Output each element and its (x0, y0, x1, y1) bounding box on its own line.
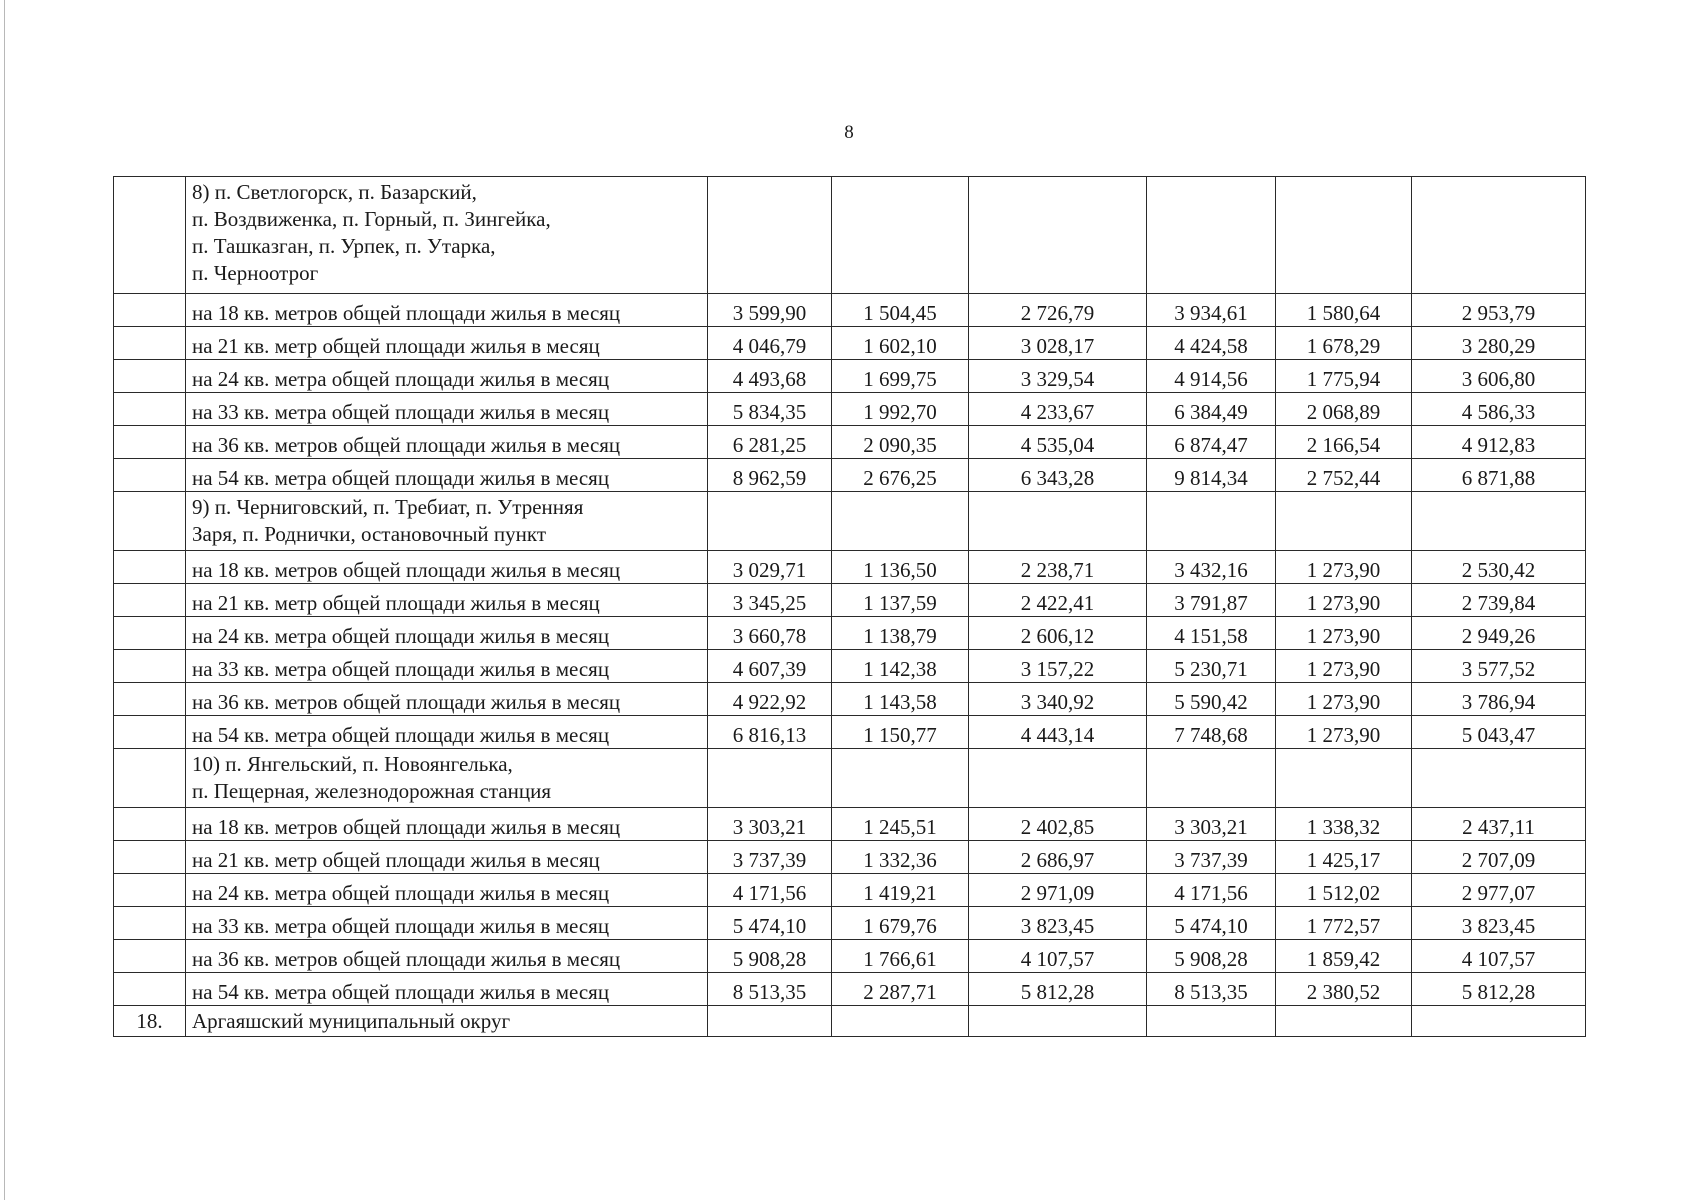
table-group-row (114, 492, 1586, 551)
table-row (114, 294, 1586, 327)
row-number-cell (114, 650, 186, 683)
area-norm-cell: на 21 кв. метр общей площади жилья в месяц (186, 584, 708, 617)
value-cell-2: 1 504,45 (832, 294, 969, 327)
row-number-cell (114, 492, 186, 551)
value-cell-1: 5 474,10 (708, 907, 832, 940)
group-heading-line: 9) п. Черниговский, п. Требиат, п. Утренняя (192, 495, 584, 519)
row-number-cell (114, 808, 186, 841)
value-cell-2: 1 138,79 (832, 617, 969, 650)
group-heading-line: 8) п. Светлогорск, п. Базарский, (192, 180, 477, 204)
table-row (114, 841, 1586, 874)
value-cell-1: 5 834,35 (708, 393, 832, 426)
value-cell-2: 1 602,10 (832, 327, 969, 360)
value-cell-3: 3 340,92 (969, 683, 1147, 716)
table-row (114, 973, 1586, 1006)
area-norm-cell: на 36 кв. метров общей площади жилья в месяц (186, 940, 708, 973)
value-cell-5: 1 772,57 (1276, 907, 1412, 940)
value-cell-5: 1 678,29 (1276, 327, 1412, 360)
value-cell-1 (708, 177, 832, 294)
value-cell-1: 4 493,68 (708, 360, 832, 393)
value-cell-2: 1 992,70 (832, 393, 969, 426)
value-cell-3 (969, 177, 1147, 294)
area-norm-cell: на 36 кв. метров общей площади жилья в месяц (186, 683, 708, 716)
value-cell-2 (832, 177, 969, 294)
value-cell-1: 3 303,21 (708, 808, 832, 841)
row-number-cell (114, 907, 186, 940)
value-cell-6: 4 586,33 (1412, 393, 1586, 426)
value-cell-5: 1 273,90 (1276, 716, 1412, 749)
row-number-cell (114, 841, 186, 874)
area-norm-cell: на 18 кв. метров общей площади жилья в месяц (186, 294, 708, 327)
area-norm-cell: на 33 кв. метра общей площади жилья в месяц (186, 393, 708, 426)
table-row (114, 808, 1586, 841)
area-norm-cell: на 54 кв. метра общей площади жилья в месяц (186, 973, 708, 1006)
value-cell-5: 2 068,89 (1276, 393, 1412, 426)
value-cell-6 (1412, 1006, 1586, 1037)
group-heading-cell (186, 749, 708, 808)
value-cell-5 (1276, 749, 1412, 808)
row-number-cell (114, 177, 186, 294)
group-heading-line: п. Пещерная, железнодорожная станция (192, 779, 552, 803)
group-heading-line: Заря, п. Роднички, остановочный пункт (192, 522, 546, 546)
value-cell-4: 3 432,16 (1147, 551, 1276, 584)
value-cell-1 (708, 1006, 832, 1037)
value-cell-3: 2 686,97 (969, 841, 1147, 874)
value-cell-1: 3 029,71 (708, 551, 832, 584)
value-cell-4: 6 384,49 (1147, 393, 1276, 426)
value-cell-5: 2 380,52 (1276, 973, 1412, 1006)
value-cell-4: 3 303,21 (1147, 808, 1276, 841)
value-cell-6: 5 043,47 (1412, 716, 1586, 749)
value-cell-6 (1412, 492, 1586, 551)
value-cell-4: 3 791,87 (1147, 584, 1276, 617)
value-cell-6: 2 977,07 (1412, 874, 1586, 907)
value-cell-1: 4 046,79 (708, 327, 832, 360)
value-cell-6: 5 812,28 (1412, 973, 1586, 1006)
value-cell-1: 3 345,25 (708, 584, 832, 617)
value-cell-6: 4 107,57 (1412, 940, 1586, 973)
area-norm-cell: на 33 кв. метра общей площади жилья в месяц (186, 907, 708, 940)
value-cell-1: 3 599,90 (708, 294, 832, 327)
value-cell-4: 3 737,39 (1147, 841, 1276, 874)
value-cell-5: 1 775,94 (1276, 360, 1412, 393)
value-cell-2: 1 766,61 (832, 940, 969, 973)
value-cell-6: 2 949,26 (1412, 617, 1586, 650)
row-number-cell (114, 683, 186, 716)
area-norm-cell: на 21 кв. метр общей площади жилья в месяц (186, 327, 708, 360)
value-cell-3 (969, 492, 1147, 551)
row-number-cell (114, 327, 186, 360)
value-cell-4: 3 934,61 (1147, 294, 1276, 327)
table-row (114, 650, 1586, 683)
value-cell-5: 1 273,90 (1276, 551, 1412, 584)
row-number-cell (114, 973, 186, 1006)
value-cell-3: 3 028,17 (969, 327, 1147, 360)
row-number-cell (114, 551, 186, 584)
page-number: 8 (844, 122, 854, 143)
row-number-cell: 18. (114, 1006, 186, 1037)
value-cell-4 (1147, 1006, 1276, 1037)
value-cell-5 (1276, 492, 1412, 551)
table-row (114, 327, 1586, 360)
value-cell-4: 4 424,58 (1147, 327, 1276, 360)
table-row (114, 683, 1586, 716)
group-heading-line: п. Воздвиженка, п. Горный, п. Зингейка, (192, 207, 551, 231)
value-cell-6: 3 823,45 (1412, 907, 1586, 940)
value-cell-4 (1147, 749, 1276, 808)
value-cell-5: 1 273,90 (1276, 683, 1412, 716)
value-cell-5: 1 580,64 (1276, 294, 1412, 327)
value-cell-3: 2 402,85 (969, 808, 1147, 841)
value-cell-5: 1 859,42 (1276, 940, 1412, 973)
value-cell-2: 1 142,38 (832, 650, 969, 683)
row-number-cell (114, 426, 186, 459)
area-norm-cell: на 18 кв. метров общей площади жилья в месяц (186, 808, 708, 841)
area-norm-cell: на 18 кв. метров общей площади жилья в месяц (186, 551, 708, 584)
value-cell-6: 3 280,29 (1412, 327, 1586, 360)
value-cell-2: 1 143,58 (832, 683, 969, 716)
value-cell-1: 3 660,78 (708, 617, 832, 650)
value-cell-6: 2 953,79 (1412, 294, 1586, 327)
value-cell-5: 1 512,02 (1276, 874, 1412, 907)
value-cell-4: 7 748,68 (1147, 716, 1276, 749)
value-cell-3: 2 971,09 (969, 874, 1147, 907)
value-cell-6: 2 707,09 (1412, 841, 1586, 874)
table-row (114, 360, 1586, 393)
area-norm-cell: на 33 кв. метра общей площади жилья в месяц (186, 650, 708, 683)
value-cell-5: 1 273,90 (1276, 584, 1412, 617)
value-cell-1: 8 962,59 (708, 459, 832, 492)
value-cell-2: 1 150,77 (832, 716, 969, 749)
value-cell-6: 2 739,84 (1412, 584, 1586, 617)
group-heading-line: 10) п. Янгельский, п. Новоянгелька, (192, 752, 513, 776)
value-cell-5: 2 752,44 (1276, 459, 1412, 492)
value-cell-4: 4 171,56 (1147, 874, 1276, 907)
value-cell-2 (832, 749, 969, 808)
value-cell-1: 8 513,35 (708, 973, 832, 1006)
value-cell-3: 4 535,04 (969, 426, 1147, 459)
value-cell-1: 4 922,92 (708, 683, 832, 716)
row-number-cell (114, 294, 186, 327)
row-number-cell (114, 584, 186, 617)
value-cell-3: 3 823,45 (969, 907, 1147, 940)
table-row (114, 940, 1586, 973)
value-cell-4: 5 474,10 (1147, 907, 1276, 940)
row-number-cell (114, 360, 186, 393)
value-cell-6: 6 871,88 (1412, 459, 1586, 492)
value-cell-1: 5 908,28 (708, 940, 832, 973)
value-cell-2 (832, 492, 969, 551)
table-row (114, 584, 1586, 617)
row-number-cell (114, 459, 186, 492)
value-cell-6 (1412, 749, 1586, 808)
value-cell-6: 2 530,42 (1412, 551, 1586, 584)
area-norm-cell: на 21 кв. метр общей площади жилья в месяц (186, 841, 708, 874)
value-cell-4: 5 230,71 (1147, 650, 1276, 683)
value-cell-5: 1 338,32 (1276, 808, 1412, 841)
value-cell-2: 2 676,25 (832, 459, 969, 492)
value-cell-4: 5 590,42 (1147, 683, 1276, 716)
row-number-cell (114, 393, 186, 426)
area-norm-cell: на 36 кв. метров общей площади жилья в месяц (186, 426, 708, 459)
value-cell-6: 4 912,83 (1412, 426, 1586, 459)
value-cell-4: 6 874,47 (1147, 426, 1276, 459)
scan-edge-line (4, 0, 5, 1200)
table-row (114, 393, 1586, 426)
value-cell-4: 5 908,28 (1147, 940, 1276, 973)
row-number-cell (114, 617, 186, 650)
table-row (114, 459, 1586, 492)
value-cell-1: 3 737,39 (708, 841, 832, 874)
table-row (114, 617, 1586, 650)
value-cell-6: 3 606,80 (1412, 360, 1586, 393)
value-cell-2: 2 287,71 (832, 973, 969, 1006)
value-cell-4: 4 151,58 (1147, 617, 1276, 650)
section-name-cell: Аргаяшский муниципальный округ (186, 1006, 708, 1037)
value-cell-6 (1412, 177, 1586, 294)
subsistence-cost-table (113, 176, 1586, 1037)
value-cell-6: 3 786,94 (1412, 683, 1586, 716)
value-cell-3: 3 157,22 (969, 650, 1147, 683)
group-heading-line: п. Ташказган, п. Урпек, п. Утарка, (192, 234, 496, 258)
table-body (114, 177, 1586, 1037)
value-cell-1 (708, 492, 832, 551)
value-cell-1: 4 607,39 (708, 650, 832, 683)
value-cell-4: 4 914,56 (1147, 360, 1276, 393)
table-section-row (114, 1006, 1586, 1037)
value-cell-4 (1147, 177, 1276, 294)
table-row (114, 551, 1586, 584)
value-cell-3: 2 422,41 (969, 584, 1147, 617)
area-norm-cell: на 54 кв. метра общей площади жилья в месяц (186, 459, 708, 492)
group-heading-line: п. Черноотрог (192, 261, 319, 285)
group-heading-cell (186, 492, 708, 551)
value-cell-3: 2 238,71 (969, 551, 1147, 584)
value-cell-2: 1 136,50 (832, 551, 969, 584)
value-cell-5 (1276, 1006, 1412, 1037)
table-group-row (114, 749, 1586, 808)
area-norm-cell: на 54 кв. метра общей площади жилья в месяц (186, 716, 708, 749)
table-row (114, 907, 1586, 940)
table-group-row (114, 177, 1586, 294)
value-cell-3: 4 233,67 (969, 393, 1147, 426)
row-number-cell (114, 874, 186, 907)
value-cell-3 (969, 749, 1147, 808)
value-cell-4 (1147, 492, 1276, 551)
value-cell-5: 2 166,54 (1276, 426, 1412, 459)
value-cell-3: 2 726,79 (969, 294, 1147, 327)
value-cell-3: 6 343,28 (969, 459, 1147, 492)
value-cell-2 (832, 1006, 969, 1037)
value-cell-3: 5 812,28 (969, 973, 1147, 1006)
area-norm-cell: на 24 кв. метра общей площади жилья в месяц (186, 874, 708, 907)
value-cell-1: 6 281,25 (708, 426, 832, 459)
value-cell-6: 2 437,11 (1412, 808, 1586, 841)
value-cell-3: 4 443,14 (969, 716, 1147, 749)
value-cell-3: 3 329,54 (969, 360, 1147, 393)
value-cell-5: 1 273,90 (1276, 650, 1412, 683)
area-norm-cell: на 24 кв. метра общей площади жилья в месяц (186, 617, 708, 650)
row-number-cell (114, 716, 186, 749)
value-cell-5: 1 425,17 (1276, 841, 1412, 874)
row-number-cell (114, 749, 186, 808)
value-cell-6: 3 577,52 (1412, 650, 1586, 683)
value-cell-4: 8 513,35 (1147, 973, 1276, 1006)
area-norm-cell: на 24 кв. метра общей площади жилья в месяц (186, 360, 708, 393)
value-cell-2: 1 245,51 (832, 808, 969, 841)
value-cell-2: 1 679,76 (832, 907, 969, 940)
value-cell-4: 9 814,34 (1147, 459, 1276, 492)
table-row (114, 716, 1586, 749)
value-cell-5 (1276, 177, 1412, 294)
value-cell-2: 1 699,75 (832, 360, 969, 393)
value-cell-2: 1 137,59 (832, 584, 969, 617)
value-cell-3: 2 606,12 (969, 617, 1147, 650)
value-cell-2: 1 332,36 (832, 841, 969, 874)
value-cell-1: 4 171,56 (708, 874, 832, 907)
table-row (114, 426, 1586, 459)
row-number-cell (114, 940, 186, 973)
value-cell-1 (708, 749, 832, 808)
table-row (114, 874, 1586, 907)
value-cell-1: 6 816,13 (708, 716, 832, 749)
value-cell-2: 2 090,35 (832, 426, 969, 459)
value-cell-3: 4 107,57 (969, 940, 1147, 973)
group-heading-cell (186, 177, 708, 294)
value-cell-2: 1 419,21 (832, 874, 969, 907)
value-cell-3 (969, 1006, 1147, 1037)
value-cell-5: 1 273,90 (1276, 617, 1412, 650)
